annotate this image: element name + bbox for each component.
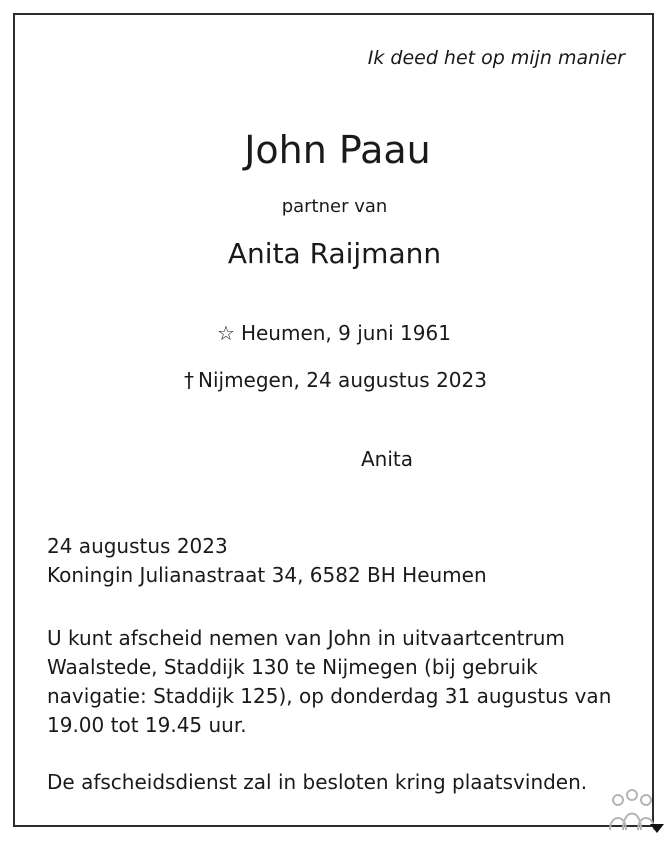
address-street: Koningin Julianastraat 34, 6582 BH Heumen — [47, 563, 487, 587]
relation-label: partner van — [281, 196, 388, 217]
star-icon: ☆ — [217, 321, 235, 345]
closing-text: De afscheidsdienst zal in besloten kring plaatsvinden. — [47, 770, 588, 794]
deceased-name: John Paau — [244, 128, 431, 172]
people-group-icon — [606, 786, 664, 838]
birth-text: Heumen, 9 juni 1961 — [240, 321, 451, 345]
info-line: Waalstede, Staddijk 130 te Nijmegen (bij gebruik — [47, 655, 538, 679]
info-line: U kunt afscheid nemen van John in uitvaartcentrum — [47, 626, 565, 650]
birth-line — [217, 321, 451, 345]
motto: Ik deed het op mijn manier — [367, 47, 625, 69]
info-paragraph — [47, 624, 611, 740]
address-date: 24 augustus 2023 — [47, 534, 228, 558]
info-line: navigatie: Staddijk 125), op donderdag 31 augustus van — [47, 684, 612, 708]
partner-name: Anita Raijmann — [227, 237, 442, 270]
signature: Anita — [361, 447, 414, 471]
arrow-down-icon[interactable] — [650, 824, 664, 833]
address-block — [47, 532, 487, 590]
cross-icon: † — [184, 368, 194, 392]
info-line: 19.00 tot 19.45 uur. — [47, 713, 247, 737]
death-text: Nijmegen, 24 augustus 2023 — [198, 368, 487, 392]
death-line — [184, 368, 487, 392]
